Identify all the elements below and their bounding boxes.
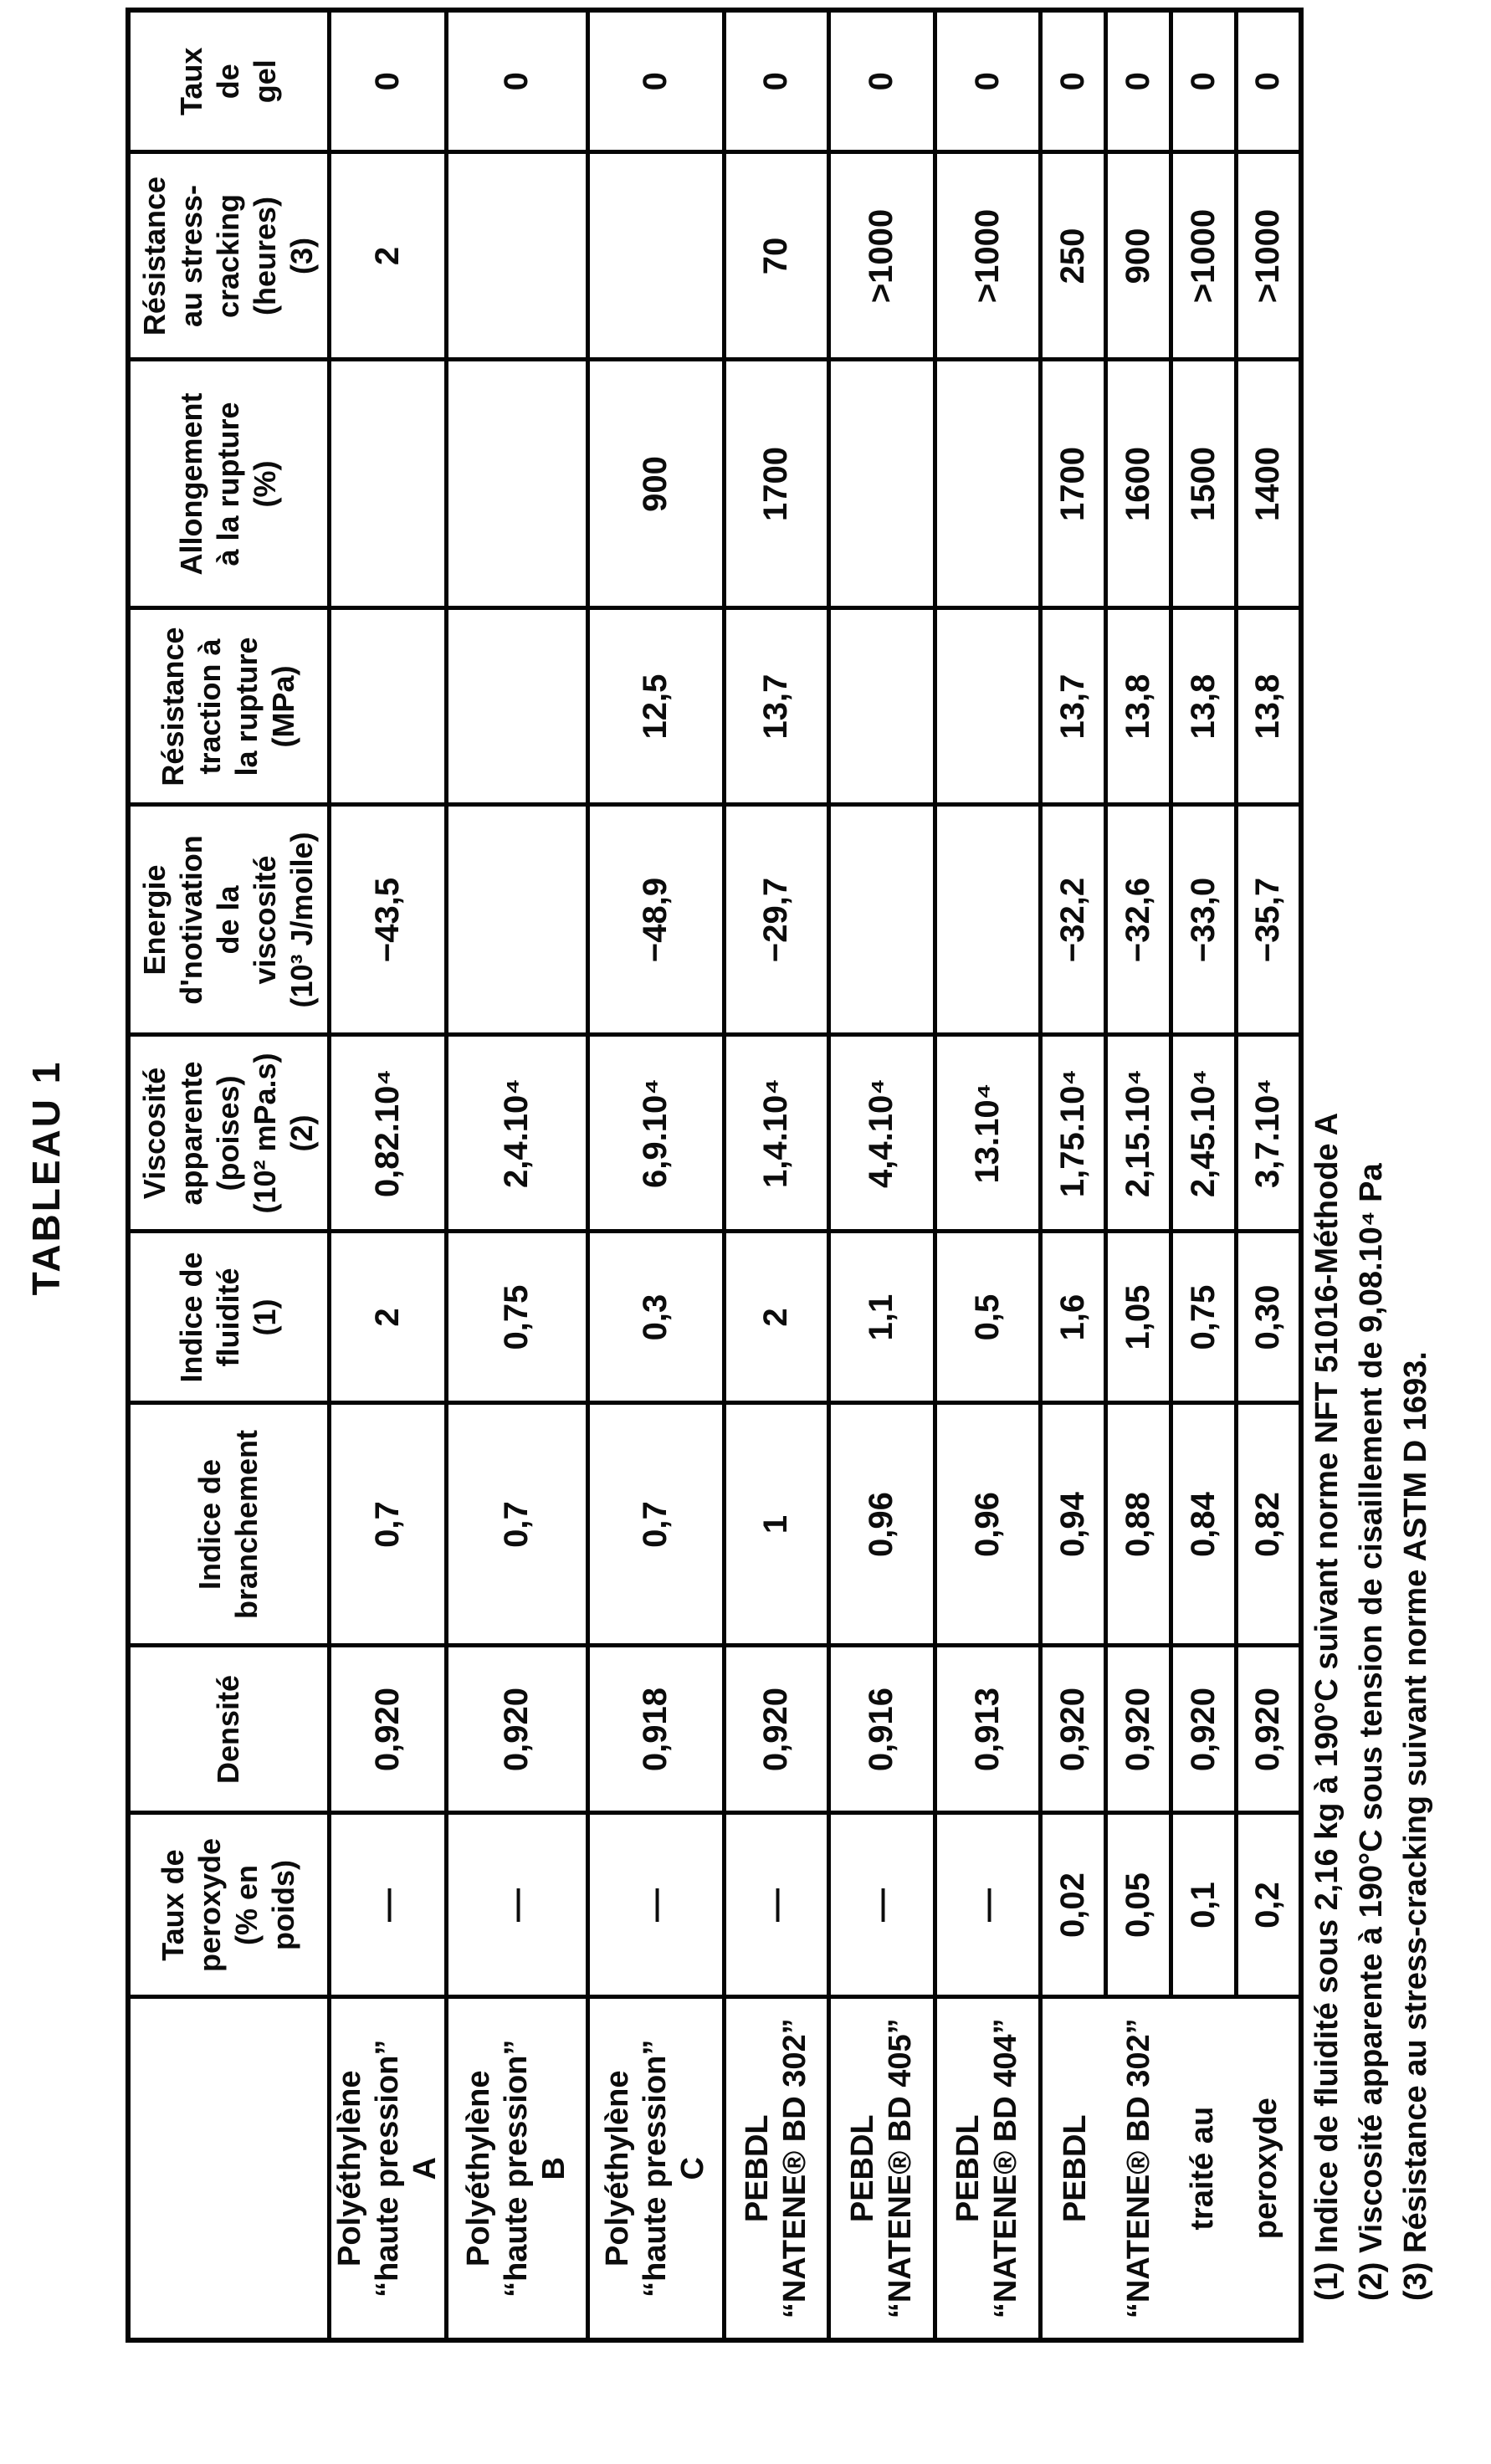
table-cell: >1000 <box>1236 152 1301 360</box>
row-label: Polyéthylène “haute pression” A <box>329 1997 446 2340</box>
table-cell: 6,9.10⁴ <box>587 1035 724 1232</box>
table-row <box>587 10 724 2340</box>
table-cell <box>329 608 446 805</box>
table-row <box>1236 10 1301 2340</box>
table-cell: 0 <box>935 10 1040 152</box>
table-cell: 0,920 <box>724 1646 828 1813</box>
row-label: PEBDL “NATENE® BD 405” <box>828 1997 935 2340</box>
row-label: Polyéthylène “haute pression” B <box>446 1997 587 2340</box>
table-row <box>1171 10 1236 2340</box>
table-cell: 0,3 <box>587 1232 724 1403</box>
table-cell: −35,7 <box>1236 805 1301 1035</box>
column-header-allongement: Allongement à la rupture (%) <box>128 360 329 608</box>
table-cell: 0,82 <box>1236 1403 1301 1646</box>
table-cell: — <box>329 1813 446 1997</box>
table-cell: — <box>724 1813 828 1997</box>
footnote-3: (3) Résistance au stress-cracking suivant norme ASTM D 1693. <box>1398 1351 1433 2301</box>
column-header-energie: Energie d'notivation de la viscosité (10³ J/moile) <box>128 805 329 1035</box>
table-row <box>724 10 828 2340</box>
table-cell: 0 <box>1105 10 1171 152</box>
table-row <box>329 10 446 2340</box>
table-cell: 0 <box>1171 10 1236 152</box>
table-cell: 0,84 <box>1171 1403 1236 1646</box>
table-cell: 0,7 <box>329 1403 446 1646</box>
row-label-group: PEBDL “NATENE® BD 302” traité au peroxyde <box>1040 1997 1301 2340</box>
table-cell <box>446 805 587 1035</box>
table-cell: 0,920 <box>446 1646 587 1813</box>
table-cell <box>828 805 935 1035</box>
table-cell <box>935 608 1040 805</box>
table-cell: 1,05 <box>1105 1232 1171 1403</box>
table-cell: 12,5 <box>587 608 724 805</box>
table-cell: 1 <box>724 1403 828 1646</box>
table-cell: 0,920 <box>1105 1646 1171 1813</box>
table-cell <box>329 360 446 608</box>
table-cell: 0 <box>446 10 587 152</box>
table-cell: — <box>935 1813 1040 1997</box>
table-cell: 2,15.10⁴ <box>1105 1035 1171 1232</box>
table-cell: 0,96 <box>828 1403 935 1646</box>
table-cell: 0,920 <box>1040 1646 1105 1813</box>
table-cell: 4,4.10⁴ <box>828 1035 935 1232</box>
table-cell: 1400 <box>1236 360 1301 608</box>
table-cell <box>828 360 935 608</box>
table-cell: 0,05 <box>1105 1813 1171 1997</box>
table-cell: 0,82.10⁴ <box>329 1035 446 1232</box>
footnote-2: (2) Viscosité apparente à 190°C sous tension de cisaillement de 9,08.10⁴ Pa <box>1354 1163 1389 2301</box>
table-row <box>828 10 935 2340</box>
header-row <box>128 10 329 2340</box>
table-cell: 0,1 <box>1171 1813 1236 1997</box>
table-cell <box>828 608 935 805</box>
table-cell: 13,8 <box>1171 608 1236 805</box>
table-cell: 0,918 <box>587 1646 724 1813</box>
table-cell: 0,916 <box>828 1646 935 1813</box>
table-cell: 0,75 <box>1171 1232 1236 1403</box>
table-cell: 2,45.10⁴ <box>1171 1035 1236 1232</box>
column-header-indice-fluidite: Indice de fluidité (1) <box>128 1232 329 1403</box>
table-cell: 0 <box>828 10 935 152</box>
table-cell: 0,913 <box>935 1646 1040 1813</box>
table-row <box>1105 10 1171 2340</box>
table-cell: 0,96 <box>935 1403 1040 1646</box>
row-label: Polyéthylène “haute pression” C <box>587 1997 724 2340</box>
table-cell <box>446 360 587 608</box>
table-cell: 1,6 <box>1040 1232 1105 1403</box>
table-cell: 13,7 <box>724 608 828 805</box>
table-cell: −43,5 <box>329 805 446 1035</box>
table-cell: 70 <box>724 152 828 360</box>
row-label: PEBDL “NATENE® BD 302” <box>724 1997 828 2340</box>
table-cell: 0,920 <box>1171 1646 1236 1813</box>
table-cell: 1,4.10⁴ <box>724 1035 828 1232</box>
column-header-densite: Densité <box>128 1646 329 1813</box>
table-cell: 900 <box>1105 152 1171 360</box>
table-title: TABLEAU 1 <box>24 1059 68 1296</box>
table-cell: 0 <box>1236 10 1301 152</box>
column-header-taux-gel: Taux de gel <box>128 10 329 152</box>
table-cell: 1700 <box>1040 360 1105 608</box>
table-cell: 0,94 <box>1040 1403 1105 1646</box>
table-cell: 13,7 <box>1040 608 1105 805</box>
table-cell: 0 <box>587 10 724 152</box>
table-cell: 0,88 <box>1105 1403 1171 1646</box>
table-cell: 0 <box>724 10 828 152</box>
table-cell: >1000 <box>828 152 935 360</box>
table-cell: 3,7.10⁴ <box>1236 1035 1301 1232</box>
table-cell: 250 <box>1040 152 1105 360</box>
table-cell: 0,920 <box>329 1646 446 1813</box>
table-cell: 2,4.10⁴ <box>446 1035 587 1232</box>
table-cell: 2 <box>329 152 446 360</box>
table-cell: >1000 <box>935 152 1040 360</box>
table-cell: 13.10⁴ <box>935 1035 1040 1232</box>
column-header-traction: Résistance traction à la rupture (MPa) <box>128 608 329 805</box>
footnote-1: (1) Indice de fluidité sous 2,16 kg à 190°C suivant norme NFT 51016-Méthode A <box>1309 1112 1345 2301</box>
table-cell: 0,2 <box>1236 1813 1301 1997</box>
table-cell: 13,8 <box>1105 608 1171 805</box>
table-row <box>446 10 587 2340</box>
table-cell <box>587 152 724 360</box>
table-cell: — <box>446 1813 587 1997</box>
table-cell: >1000 <box>1171 152 1236 360</box>
table-cell: 1700 <box>724 360 828 608</box>
table-cell: 0,75 <box>446 1232 587 1403</box>
table-cell <box>935 805 1040 1035</box>
table-cell: 1500 <box>1171 360 1236 608</box>
table-cell: — <box>828 1813 935 1997</box>
table-cell: 1,75.10⁴ <box>1040 1035 1105 1232</box>
table-cell: 2 <box>329 1232 446 1403</box>
table-cell: −29,7 <box>724 805 828 1035</box>
table-cell: 13,8 <box>1236 608 1301 805</box>
table-cell: 1,1 <box>828 1232 935 1403</box>
data-table <box>126 8 1304 2343</box>
table-cell: −32,2 <box>1040 805 1105 1035</box>
row-label: PEBDL “NATENE® BD 404” <box>935 1997 1040 2340</box>
column-header-stress-cracking: Résistance au stress- cracking (heures) (3) <box>128 152 329 360</box>
table-row <box>935 10 1040 2340</box>
column-header-taux-peroxyde: Taux de peroxyde (% en poids) <box>128 1813 329 1997</box>
table-cell: 1600 <box>1105 360 1171 608</box>
footnotes-block <box>1305 126 1438 2301</box>
table-cell <box>446 608 587 805</box>
table-cell: — <box>587 1813 724 1997</box>
table-cell <box>935 360 1040 608</box>
table-cell: 0,30 <box>1236 1232 1301 1403</box>
corner-cell <box>128 1997 329 2340</box>
table-cell: 0,5 <box>935 1232 1040 1403</box>
table-cell: −32,6 <box>1105 805 1171 1035</box>
column-header-indice-branchement: Indice de branchement <box>128 1403 329 1646</box>
table-cell: 900 <box>587 360 724 608</box>
column-header-viscosite: Viscosité apparente (poises) (10² mPa.s) (2) <box>128 1035 329 1232</box>
table-cell: 0,920 <box>1236 1646 1301 1813</box>
table-cell: 2 <box>724 1232 828 1403</box>
table-row <box>1040 10 1105 2340</box>
table-cell: 0,7 <box>446 1403 587 1646</box>
table-cell: 0,02 <box>1040 1813 1105 1997</box>
table-cell <box>446 152 587 360</box>
table-cell: 0 <box>1040 10 1105 152</box>
table-cell: −33,0 <box>1171 805 1236 1035</box>
table-cell: 0,7 <box>587 1403 724 1646</box>
table-cell: 0 <box>329 10 446 152</box>
table-cell: −48,9 <box>587 805 724 1035</box>
